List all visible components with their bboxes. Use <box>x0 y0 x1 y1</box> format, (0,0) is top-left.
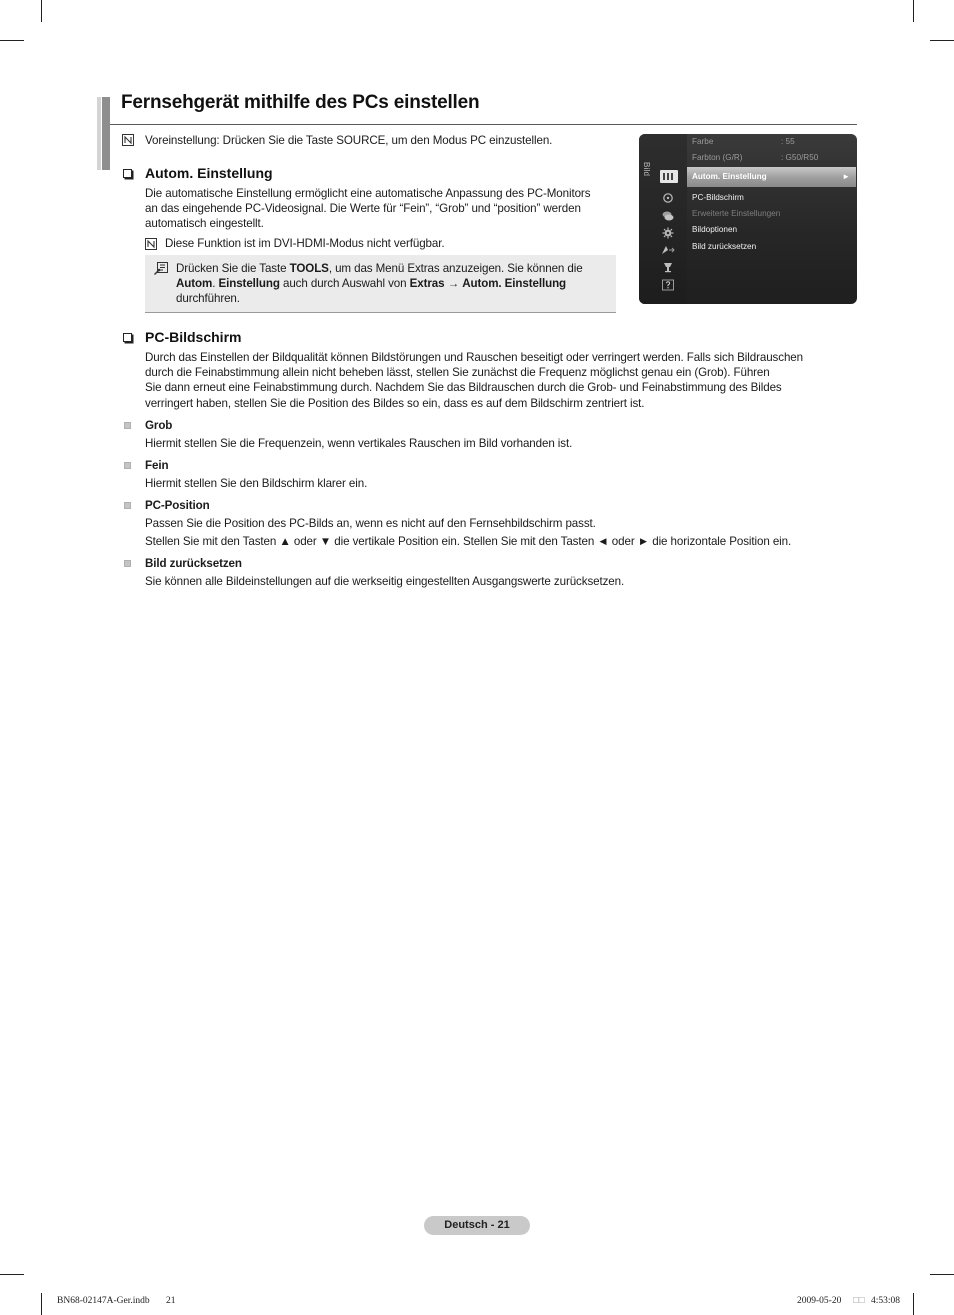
menu-item-label: Autom. Einstellung <box>692 172 767 181</box>
menu-item-label: Erweiterte Einstellungen <box>692 209 781 218</box>
pc-paragraph-line: Durch das Einstellen der Bildqualität können Bildstörungen und Rauschen beseitigt oder verringert werden. Falls sich Bildrauschen <box>145 351 803 364</box>
crop-mark-top-left-v <box>41 0 42 22</box>
input-icon <box>661 244 675 256</box>
bullet-icon <box>124 502 131 509</box>
item-title-grob: Grob <box>145 419 173 432</box>
item-title-pc-position: PC-Position <box>145 499 210 512</box>
checkbox-icon <box>123 169 132 178</box>
pc-paragraph-line: durch die Feinabstimmung allein nicht beheben lässt, stellen Sie zunächst die Frequenz möglichst genau ein (Grob). Führen <box>145 366 770 379</box>
autom-paragraph-line: Die automatische Einstellung ermöglicht eine automatische Anpassung des PC-Monitors <box>145 187 591 200</box>
slug-date: 2009-05-20 <box>797 1296 842 1306</box>
item-description: Hiermit stellen Sie die Frequenzein, wenn vertikales Rauschen im Bild vorhanden ist. <box>145 437 573 450</box>
slug-glyphs: □□ <box>853 1296 865 1306</box>
setup-icon <box>661 227 675 239</box>
crop-mark-bottom-right-h <box>930 1274 954 1275</box>
autom-note: Diese Funktion ist im DVI-HDMI-Modus nicht verfügbar. <box>165 237 445 250</box>
crop-mark-bottom-left-v <box>41 1293 42 1315</box>
preset-note: Voreinstellung: Drücken Sie die Taste SOURCE, um den Modus PC einzustellen. <box>145 134 553 147</box>
tools-tip-line: Autom. Einstellung auch durch Auswahl von Extras → Autom. Einstellung <box>176 277 567 290</box>
tools-tip-line: Drücken Sie die Taste TOOLS, um das Menü Extras anzuzeigen. Sie können die <box>176 262 583 275</box>
crop-mark-top-left-h <box>0 40 24 41</box>
autom-paragraph-line: automatisch eingestellt. <box>145 217 264 230</box>
autom-paragraph-line: an das eingehende PC-Videosignal. Die Werte für “Fein”, “Grob” und “position” werden <box>145 202 581 215</box>
item-description: Sie können alle Bildeinstellungen auf die werkseitig eingestellten Ausgangswerte zurücksetzen. <box>145 575 625 588</box>
menu-item-label: Farbton (G/R) <box>692 153 743 162</box>
menu-item-label: Bildoptionen <box>692 225 738 234</box>
crop-mark-bottom-left-h <box>0 1274 24 1275</box>
picture-icon <box>660 170 678 183</box>
section-heading-autom: Autom. Einstellung <box>145 165 273 181</box>
section-heading-pc: PC-Bildschirm <box>145 329 242 345</box>
tools-icon <box>154 262 168 275</box>
item-description: Stellen Sie mit den Tasten ▲ oder ▼ die vertikale Position ein. Stellen Sie mit den Tasten ◄ oder ► die horizontale Position ein. <box>145 535 792 548</box>
pc-paragraph-line: Sie dann erneut eine Feinabstimmung durch. Nachdem Sie das Bildrauschen durch die Grob- und Feinabstimmung des Bildes <box>145 381 782 394</box>
slug-file-name: BN68-02147A-Ger.indb <box>57 1296 150 1306</box>
sound-icon <box>661 192 675 204</box>
crop-mark-bottom-right-v <box>913 1293 914 1315</box>
title-decoration-bar <box>97 97 110 170</box>
item-description: Passen Sie die Position des PC-Bilds an, wenn es nicht auf den Fernsehbildschirm passt. <box>145 517 596 530</box>
bullet-icon <box>124 560 131 567</box>
pc-paragraph-line: verringert haben, stellen Sie die Position des Bildes so ein, dass es auf dem Bildschirm zentriert ist. <box>145 397 645 410</box>
application-icon <box>661 261 675 273</box>
channel-icon <box>661 210 675 222</box>
title-rule <box>110 124 857 125</box>
menu-item-highlighted <box>687 167 856 187</box>
menu-item-label: Bild zurücksetzen <box>692 242 757 251</box>
note-icon <box>145 238 157 250</box>
note-icon <box>122 134 134 146</box>
crop-mark-top-right-v <box>913 0 914 22</box>
menu-category-label: Bild <box>642 162 651 177</box>
page-title: Fernsehgerät mithilfe des PCs einstellen <box>121 92 480 113</box>
item-title-fein: Fein <box>145 459 169 472</box>
bullet-icon <box>124 462 131 469</box>
slug-time: 4:53:08 <box>871 1296 901 1306</box>
support-icon <box>661 279 675 291</box>
item-title-bild-zuruecksetzen: Bild zurücksetzen <box>145 557 242 570</box>
arrow-right-icon: ► <box>842 172 850 181</box>
menu-item-value: : G50/R50 <box>781 153 819 162</box>
menu-item-value: : 55 <box>781 137 795 146</box>
crop-mark-top-right-h <box>930 40 954 41</box>
menu-item-label: PC-Bildschirm <box>692 193 744 202</box>
menu-item-label: Farbe <box>692 137 714 146</box>
tools-tip-line: durchführen. <box>176 292 240 305</box>
bullet-icon <box>124 422 131 429</box>
slug-page-number: 21 <box>166 1296 176 1306</box>
item-description: Hiermit stellen Sie den Bildschirm klarer ein. <box>145 477 368 490</box>
tv-menu-screenshot <box>639 134 857 304</box>
checkbox-icon <box>123 333 132 342</box>
page-number-badge: Deutsch - 21 <box>424 1216 530 1235</box>
